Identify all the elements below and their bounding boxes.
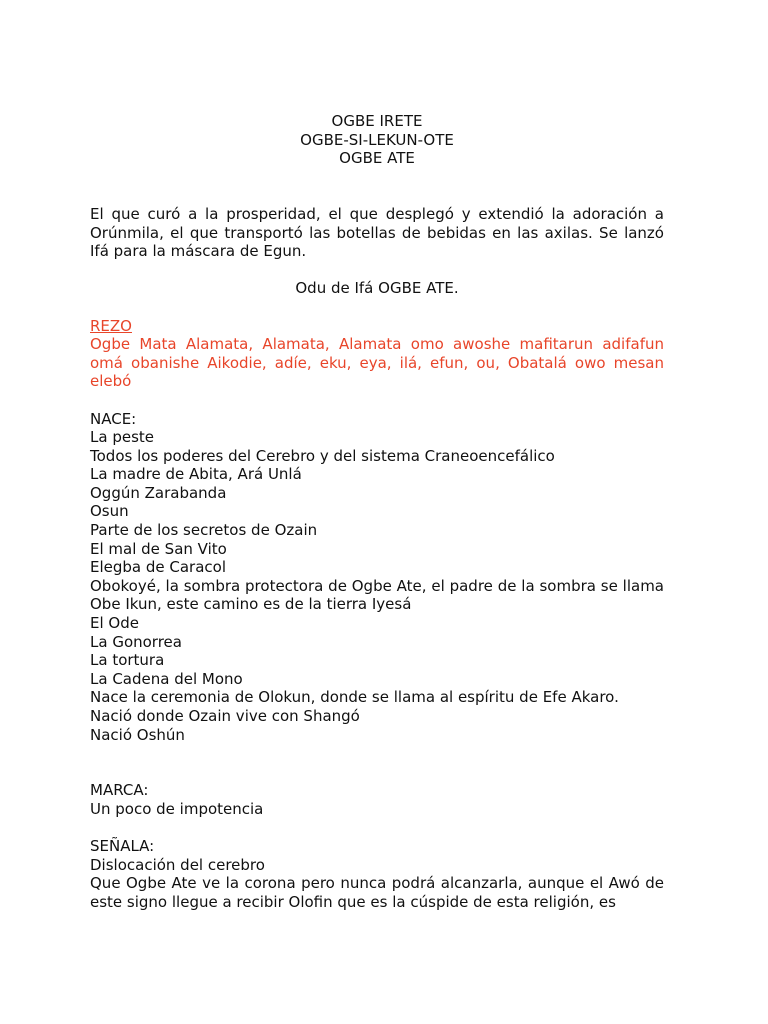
intro-paragraph: El que curó a la prosperidad, el que desplegó y extendió la adoración a Orúnmila, el que transportó las botellas de bebidas en las axilas. Se lanzó Ifá para la máscara de Egun. bbox=[90, 204, 664, 261]
marca-heading: MARCA: bbox=[90, 781, 149, 800]
title-line-3: OGBE ATE bbox=[339, 149, 415, 168]
rezo-text: Ogbe Mata Alamata, Alamata, Alamata omo awoshe mafitarun adifafun omá obanishe Aikodie, adíe, eku, eya, ilá, efun, ou, Obatalá owo mesan elebó bbox=[90, 335, 664, 391]
nace-item: Todos los poderes del Cerebro y del sistema Craneoencefálico bbox=[90, 446, 555, 465]
senala-item: Dislocación del cerebro bbox=[90, 855, 265, 874]
nace-item: La madre de Abita, Ará Unlá bbox=[90, 465, 302, 484]
nace-item: Osun bbox=[90, 502, 129, 521]
nace-item: La Cadena del Mono bbox=[90, 669, 243, 688]
nace-item: Parte de los secretos de Ozain bbox=[90, 521, 318, 540]
nace-item: Oggún Zarabanda bbox=[90, 483, 227, 502]
title-line-2: OGBE-SI-LEKUN-OTE bbox=[300, 130, 454, 149]
nace-item: Nació Oshún bbox=[90, 725, 185, 744]
nace-item: Obokoyé, la sombra protectora de Ogbe Ate, el padre de la sombra se llama Obe Ikun, este camino es de la tierra Iyesá bbox=[90, 576, 664, 614]
rezo-heading: REZO bbox=[90, 316, 132, 335]
rezo-section bbox=[90, 317, 664, 391]
senala-heading: SEÑALA: bbox=[90, 837, 155, 856]
document-titles bbox=[90, 112, 664, 168]
marca-item: Un poco de impotencia bbox=[90, 799, 264, 818]
nace-section bbox=[90, 410, 664, 745]
odu-line: Odu de Ifá OGBE ATE. bbox=[295, 279, 459, 298]
title-line-1: OGBE IRETE bbox=[331, 112, 423, 130]
nace-item: Elegba de Caracol bbox=[90, 558, 227, 577]
nace-item: Nació donde Ozain vive con Shangó bbox=[90, 707, 360, 725]
nace-item: La tortura bbox=[90, 651, 165, 670]
nace-item: La peste bbox=[90, 428, 154, 447]
nace-heading: NACE: bbox=[90, 409, 137, 428]
nace-item: Nace la ceremonia de Olokun, donde se llama al espíritu de Efe Akaro. bbox=[90, 688, 619, 707]
senala-section bbox=[90, 837, 664, 911]
nace-item: La Gonorrea bbox=[90, 632, 182, 651]
senala-item: Que Ogbe Ate ve la corona pero nunca podrá alcanzarla, aunque el Awó de este signo llegue a recibir Olofin que es la cúspide de esta religión, es bbox=[90, 874, 664, 911]
nace-item: El Ode bbox=[90, 614, 139, 633]
marca-section bbox=[90, 781, 664, 818]
document-page bbox=[90, 112, 664, 912]
nace-item: El mal de San Vito bbox=[90, 539, 227, 558]
